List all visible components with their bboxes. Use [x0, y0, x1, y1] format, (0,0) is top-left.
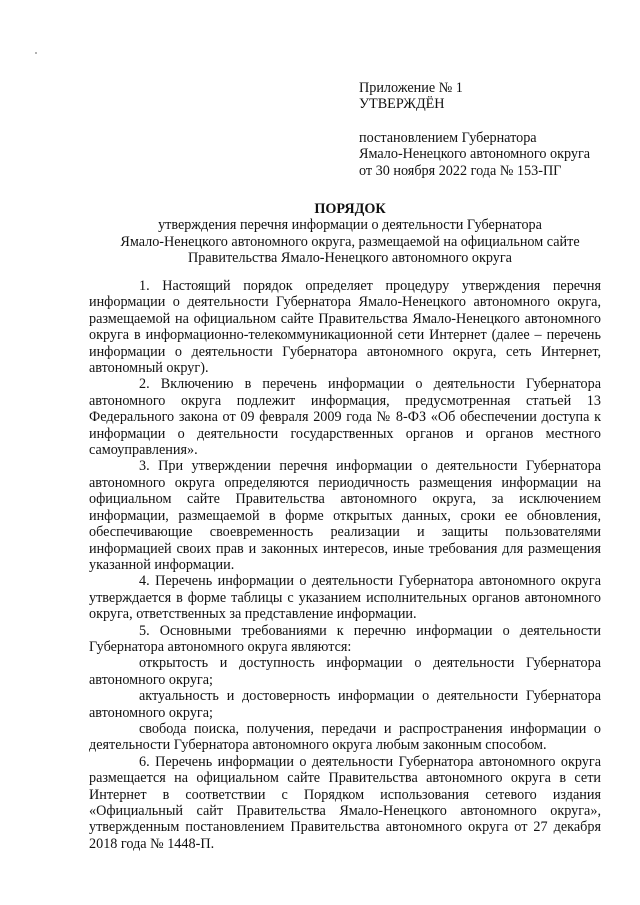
- requirement-item-3: свобода поиска, получения, передачи и распространения информации о деятельности Губернатора автономного округа любым законным способом.: [89, 720, 601, 754]
- subtitle-line-3: Правительства Ямало-Ненецкого автономного округа: [188, 250, 512, 267]
- decree-line-2: Ямало-Ненецкого автономного округа: [359, 146, 591, 163]
- decree-line-3: от 30 ноября 2022 года № 153-ПГ: [359, 162, 562, 179]
- title-block: [100, 201, 600, 267]
- paragraph-6: 6. Перечень информации о деятельности Губернатора автономного округа размещается на официальном сайте Правительства автономного округа в сети Интернет в соответствии с Порядком использования сетевого издания «Официальный сайт Правительства Ямало-Ненецкого автономного округа», утвержденным постановлением Правительства автономного округа от 27 декабря 2018 года № 1448-П.: [89, 753, 601, 852]
- scan-speck: [35, 52, 37, 54]
- paragraph-5: 5. Основными требованиями к перечню информации о деятельности Губернатора автономного округа являются:: [89, 622, 601, 655]
- requirement-item-2: актуальность и достоверность информации о деятельности Губернатора автономного округа;: [89, 688, 601, 721]
- paragraph-1: 1. Настоящий порядок определяет процедуру утверждения перечня информации о деятельности Губернатора Ямало-Ненецкого автономного округа, размещаемой на официальном сайте Правительства Ямало-Ненецкого автономного округа в информационно-телекоммуникационной сети Интернет (далее – перечень информации о деятельности Губернатора автономного округа, сеть Интернет, автономный округ).: [89, 278, 601, 377]
- approved-label: УТВЕРЖДЁН: [359, 96, 445, 113]
- appendix-label: Приложение № 1: [359, 80, 463, 96]
- approval-block: [359, 80, 619, 179]
- paragraph-4: 4. Перечень информации о деятельности Губернатора автономного округа утверждается в форме таблицы с указанием исполнительных органов автономного округа, ответственных за представление информации.: [89, 573, 601, 623]
- requirement-item-1: открытость и доступность информации о деятельности Губернатора автономного округа;: [89, 655, 601, 688]
- paragraph-2: 2. Включению в перечень информации о деятельности Губернатора автономного округа подлежит информация, предусмотренная статьей 13 Федерального закона от 09 февраля 2009 года № 8-ФЗ «Об обеспечении доступа к информации о деятельности государственных органов и органов местного самоуправления».: [89, 376, 601, 459]
- subtitle-line-2: Ямало-Ненецкого автономного округа, размещаемой на официальном сайте: [120, 233, 580, 250]
- subtitle-line-1: утверждения перечня информации о деятельности Губернатора: [158, 217, 542, 234]
- document-body: [89, 278, 601, 852]
- paragraph-3: 3. При утверждении перечня информации о деятельности Губернатора автономного округа определяются периодичность размещения информации на официальном сайте Правительства автономного округа, за исключением информации, размещаемой в форме открытых данных, сроки ее обновления, обеспечивающие своевременность реализации и защиты пользователями информацией своих прав и законных интересов, иные требования для размещения указанной информации.: [89, 458, 601, 573]
- document-subtitle: [100, 217, 600, 266]
- document-title: ПОРЯДОК: [314, 201, 386, 217]
- decree-line-1: постановлением Губернатора: [359, 129, 537, 146]
